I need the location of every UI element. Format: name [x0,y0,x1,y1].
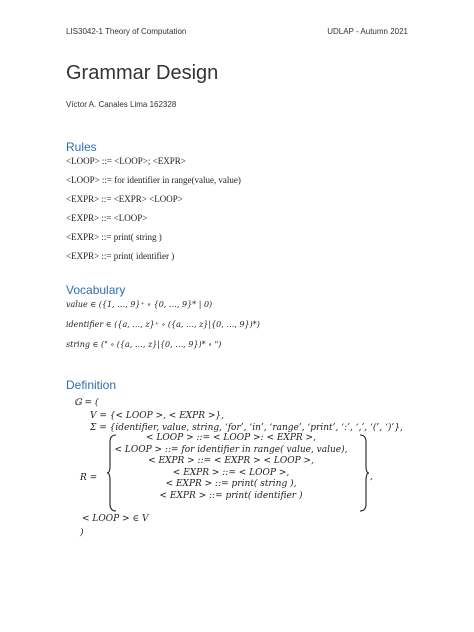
definition-close: ) [80,528,84,538]
section-rules-heading: Rules [66,140,97,154]
author-line: Víctor A. Canales Lima 162328 [66,100,177,109]
definition-r-label: R = [80,473,98,483]
rule-line: <EXPR> ::= <EXPR> <LOOP> [66,194,183,204]
rule-line: <LOOP> ::= for identifier in range(value, value) [66,175,241,185]
section-definition-heading: Definition [66,378,117,392]
production-rule: < EXPR > ::= print( identifier ) [159,490,303,501]
vocab-value: value ∈ ({1, …, 9}⁺ ∘ {0, …, 9}* | 0) [66,300,213,309]
rule-line: <EXPR> ::= print( identifier ) [66,251,175,261]
vocabulary-list [66,300,260,360]
production-rule: < LOOP > ::= < LOOP >: < EXPR >, [146,433,316,443]
production-rules [106,433,356,502]
rule-line: <EXPR> ::= <LOOP> [66,213,148,223]
page-title: Grammar Design [66,62,219,84]
section-vocabulary-heading: Vocabulary [66,283,126,297]
rule-line: <EXPR> ::= print( string ) [66,232,162,242]
production-rule: < LOOP > ::= for identifier in range( value, value), [114,444,348,455]
rule-line: <LOOP> ::= <LOOP>; <EXPR> [66,156,186,166]
definition-variables: V = {< LOOP >, < EXPR >}, [90,411,225,421]
production-rule: < EXPR > ::= print( string ), [165,479,297,489]
definition-open: 𝔾 = ( [74,398,99,408]
definition-r-comma: , [370,472,373,482]
header-course: LIS3042-1 Theory of Computation [66,27,187,36]
header-term: UDLAP - Autumn 2021 [327,27,408,36]
production-rule: < EXPR > ::= < LOOP >, [172,467,290,478]
vocab-string: string ∈ (" ∘ ({a, …, z}|{0, …, 9})* ∘ ") [66,340,222,349]
grammar-definition [66,398,406,548]
right-brace-icon [358,434,370,512]
rules-list [66,156,241,270]
vocab-identifier: identifier ∈ ({a, …, z}⁺ ∘ ({a, …, z}|{0, …, 9})*) [66,320,260,329]
definition-start-symbol: < LOOP > ∈ V [82,514,149,524]
definition-terminals: Σ = {identifier, value, string, ‘for’, ‘in’, ‘range’, ‘print’, ‘:’, ‘,’, ‘(’, ‘)’}, [90,423,403,433]
production-rule: < EXPR > ::= < EXPR > < LOOP >, [148,456,314,466]
